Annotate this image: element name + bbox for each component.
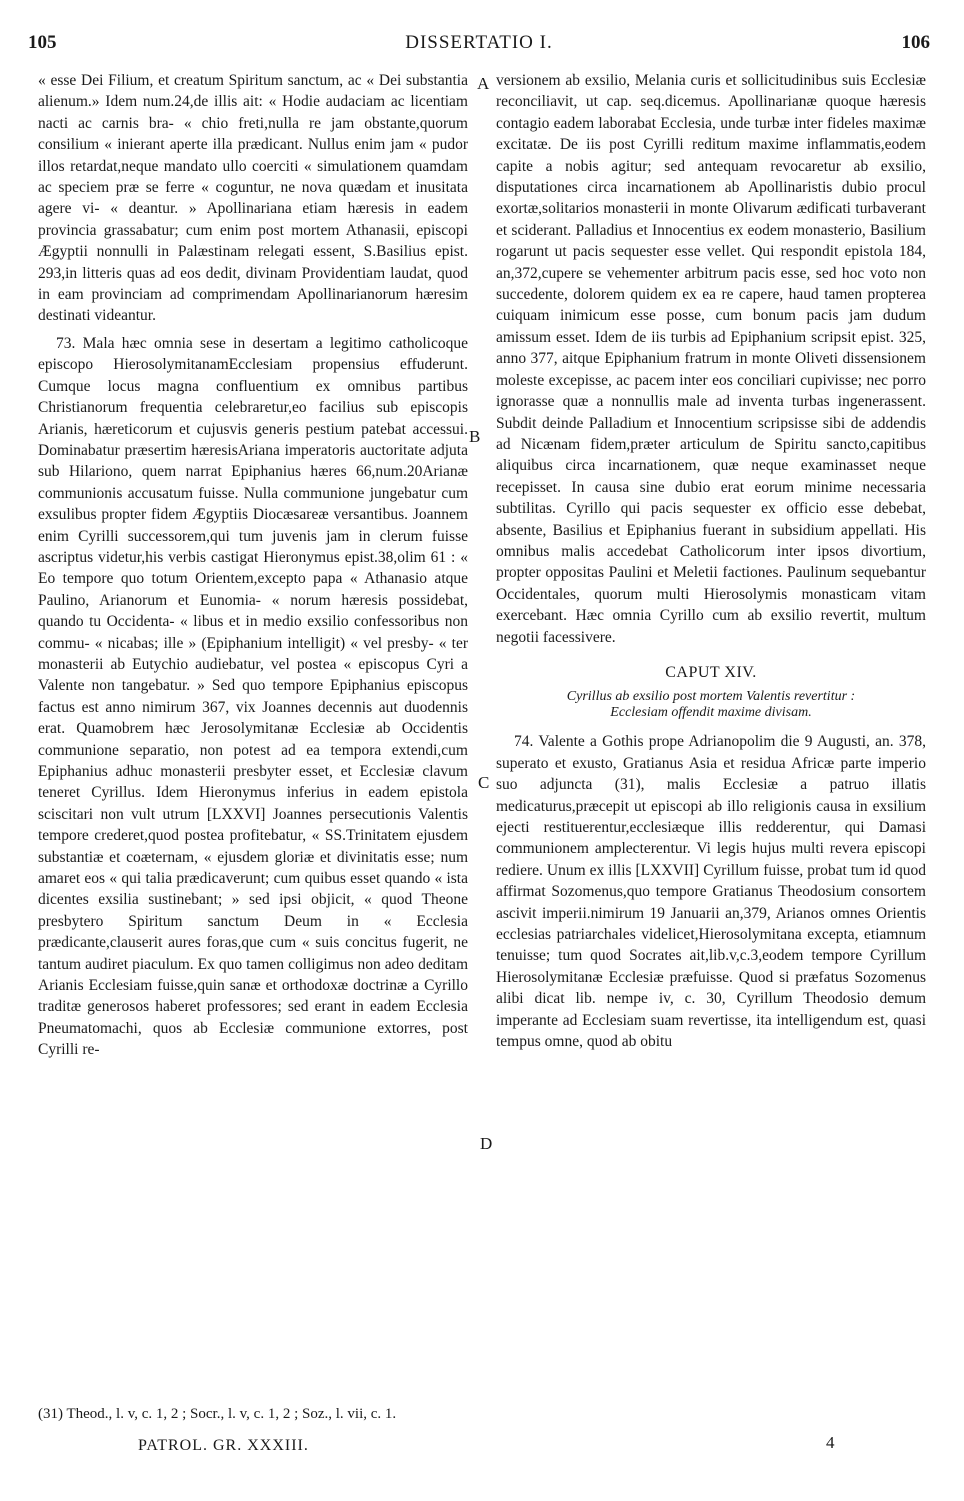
- paragraph: « esse Dei Filium, et creatum Spiritum sanctum, ac « Dei substantia alienum.» Idem num.24,de illis ait: « Hodie audaciam ac licentiam nacti ac carnis bra- « chio freti,nulla re jam obstante,quorum consilium « inierant aperte illa prædicant. Nullus enim jam « pudor illos retardat,neque mandato ullo coerciti « simulationem quamdam ac speciem præ se ferre « coguntur, ne nova quædam et inusitata agere vi- « deantur. » Apollinariana etiam hæresis in eadem provincia grassabatur; cum enim post mortem Athanasii, episcopi Ægyptii nonnulli in Palæstinam relegati essent, S.Basilius epist. 293,in litteris quas ad eos dedit, divinam Providentiam laudat, quod in eam provinciam ad comprimendam Apollinarianorum hæresim destinati videantur.: [38, 72, 468, 325]
- chapter-summary-line: Ecclesiam offendit maxime divisam.: [610, 705, 812, 721]
- chapter-summary: [496, 689, 926, 721]
- paragraph: versionem ab exsilio, Melania curis et sollicitudinibus suis Ecclesiæ reconciliavit, ut cap. seq.dicemus. Apollinarianæ quoque hæresis contagio eadem laborabat Ecclesia, unde turbæ inter fideles maximæ excitatæ. De iis post Cyrilli reditum maxime inflammatis,eodem capite a nobis agitur; sed antequam revocaretur ab exsilio, disputationes circa incarnationem ab Apollinaristis dubio procul exortæ,solitarios monasterii in monte Olivarum ædificati turbaverant et sciderant. Palladius et Innocentius ex eodem monasterio, Basilium rogarunt ut pacis sequester esse vellet. Qui respondit epistola 184, an,372,cupere se vehementer arbitrum pacis esse, sed hoc voto non succedente, dolorem quidem ex ea re capere, haud tamen propterea cuiquam inimicum esse posse, cum bonum pacis jam dudum amissum esset. Idem de iis turbis ad Epiphanium scripsit epist. 325, anno 377, aitque Epiphanium fratrum in monte Oliveti dissensionem moleste excepisse, ac pacem inter eos conciliari cupivisse; nec porro ignorasse quæ a nonnullis male ad inventa turbas ingenerassent. Subdit deinde Palladium et Innocentium scripsisse sibi de addendis ad Nicænam fidem,præter articulum de Spiritu sancto,capitibus aliquibus circa incarnationem, quæ neque examinasset neque recepisset. In causa sine dubio erat eorum minime necessaria subtilitas. Cyrillo qui pacis sequester ex officio esse debebat, absente, Basilius et Epiphanius fuerant in subsidium appellati. His omnibus malis accedebat Catholicorum inter ipsos divortium, propter oppositas Paulini et Meletii factiones. Paulinum sequebantur Occidentales, quorum multi Hierosolymis monasticam vitam exercebant. Hæc omnia Cyrillo cum ab exsilio revertit, multum negotii facessivere.: [496, 72, 926, 646]
- running-title: DISSERTATIO I.: [405, 32, 553, 53]
- paragraph-73: 73. Mala hæc omnia sese in desertam a legitimo catholicoque episcopo HierosolymitanamEcclesiam propensius effuderunt. Cumque locus magna confluentium ex omnibus partibus Christianorum frequentia celebraretur,eo facilius sub episcopis Arianis, hæreticorum et cujusvis generis pestium patebat accessui. Dominabatur præsertim hæresisAriana imperatoris auctoritate adjuta sub Hilariono, quem narrat Epiphanius hæres 66,num.20Arianæ communionis accusatum fuisse. Nulla communione jungebatur cum exsulibus propter fidem Ægyptiis Diocæsareæ versantibus. Joannem enim Cyrilli successorem,qui tum juvenis jam in clerum fuisse ascriptus videtur,his verbis castigat Hieronymus epist.38,olim 61 : « Eo tempore quo totum Orientem,excepto papa « Athanasio atque Paulino, Arianorum et Eunomia- « norum hæresis possidebat, quando tu Occidenta- « libus et in medio exsilio confessoribus non commu- « nicabas; ille » (Epiphanium intelligit) « vel presby- « ter monasterii ab Eutychio audiebatur, vel postea « episcopus Cyri a Valente non tangebatur. » Sed quo tempore Epiphanius episcopus factus est anno nimirum 367, vix Joannes decennis aut duodennis erat. Quamobrem hæc Jerosolymitanæ Ecclesiæ ab Occidentis communione separatio, non potest ad ea tempora extendi,cum Epiphanius adhuc monasterii presbyter esset, et Ecclesiæ clavum teneret Cyrillus. Idem Hieronymus inferius in eadem epistola sciscitari non vult utrum [LXXVI] Joannes persecutionis Valentis tempore crederet,quod postea profitebatur, « SS.Trinitatem ejusdem substantiæ et coæternam, « ejusdem gloriæ et divinitatis esse; num amaret eos « qui talia prædicaverunt; cum quibus esset quando « ista dicentes exsilia sustinebant; » sed ipsi objicit, « quod Theone presbytero Spiritum sanctum Deum in « Ecclesia prædicante,clauserit aures foras,que cum « suis concitus fugerit, ne tantum audiret piaculum. Ex quo tamen colligimus non adeo deditam Arianis Ecclesiam fuisse,quin sanæ et orthodoxæ doctrinæ a Cyrillo traditæ generosos haberet professores; sed erant in eadem Ecclesia Pneumatomachi, quos ab Ecclesiæ communione extorres, post Cyrilli re-: [38, 334, 468, 1059]
- margin-marker-d: D: [480, 1134, 493, 1153]
- margin-marker-b: B: [469, 427, 481, 446]
- footer-signature: 4: [826, 1433, 835, 1452]
- footnote: (31) Theod., l. v, c. 1, 2 ; Socr., l. v, c. 1, 2 ; Soz., l. vii, c. 1.: [38, 1406, 397, 1422]
- margin-marker-a: A: [477, 74, 490, 93]
- right-column: [496, 70, 926, 1052]
- paragraph-74: 74. Valente a Gothis prope Adrianopolim die 9 Augusti, an. 378, superato et exusto, Gratianus Asia et residua Africæ parte imperio suo adjuncta (31), malis Ecclesiæ a patruo illatis medicaturus,præcepit ut episcopi ab illo religionis causa in exsilium ejecti restituerentur,ecclesiæque illis redderentur, qui Damasi communionem amplecterentur. Vi legis hujus multi revera episcopi rediere. Unum ex illis [LXXVII] Cyrillum fuisse, probat tum id quod affirmat Sozomenus,quo tempore Gratianus Theodosium consortem ascivit imperii.nimirum 19 Januarii an,379, Arianos omnes Orientis ecclesias patriarchales videlicet,Hierosolymitana excepta, etiamnum tenuisse; tum quod Socrates ait,lib.v,c.3,eodem tempore Cyrillum Hierosolymitanæ Ecclesiæ præfuisse. Quod si præfatus Sozomenus alibi dicat lib. nempe iv, c. 30, Cyrillum Theodosio demum imperante ad Ecclesiam suam revertisse, ita intelligendum est, quasi tempus omne, quod ab obitu: [496, 733, 926, 1051]
- chapter-heading: CAPUT XIV.: [665, 663, 757, 681]
- footer-volume: PATROL. GR. XXXIII.: [138, 1437, 309, 1454]
- chapter-summary-line: Cyrillus ab exsilio post mortem Valentis revertitur :: [566, 689, 856, 705]
- left-column: [38, 70, 468, 1061]
- page-number-right: 106: [901, 32, 930, 53]
- page-header: [28, 32, 930, 62]
- margin-marker-c: C: [478, 773, 490, 792]
- page-number-left: 105: [28, 32, 57, 53]
